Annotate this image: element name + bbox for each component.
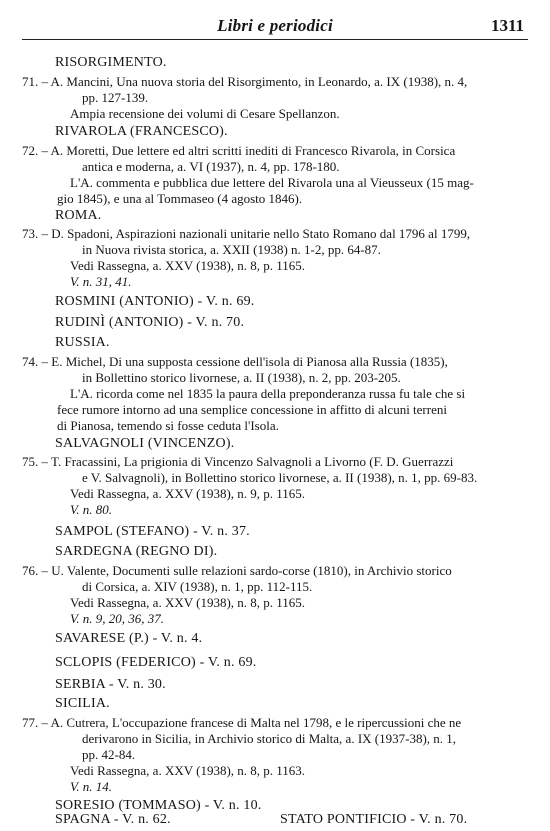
entry-77-line-3: pp. 42-84. <box>82 747 136 762</box>
entry-75-line-2: e V. Salvagnoli), in Bollettino storico livornese, a. II (1938), n. 1, pp. 69-83. <box>82 470 478 485</box>
entry-77-xref: V. n. 14. <box>70 779 113 794</box>
entry-71-note: Ampia recensione dei volumi di Cesare Spellanzon. <box>70 106 340 121</box>
entry-71-line-1: 71. – A. Mancini, Una nuova storia del Risorgimento, in Leonardo, a. IX (1938), n. 4, <box>22 74 468 89</box>
entry-74-note-2: fece rumore intorno ad una semplice concessione in affitto di alcuni terreni <box>57 402 447 417</box>
header-rule <box>22 39 528 40</box>
entry-76-line-1: 76. – U. Valente, Documenti sulle relazioni sardo-corse (1810), in Archivio storico <box>22 563 452 578</box>
entry-72-line-2: antica e moderna, a. VI (1937), n. 4, pp. 178-180. <box>82 159 340 174</box>
entry-76-xref: V. n. 9, 20, 36, 37. <box>70 611 165 626</box>
entry-73-line-2: in Nuova rivista storica, a. XXII (1938) n. 1-2, pp. 64-87. <box>82 242 381 257</box>
xref-savarese: SAVARESE (P.) - V. n. 4. <box>55 631 203 646</box>
entry-73-xref: V. n. 31, 41. <box>70 274 132 289</box>
xref-stato-pontificio: STATO PONTIFICIO - V. n. 70. <box>280 812 468 827</box>
heading-sardegna: SARDEGNA (REGNO DI). <box>55 544 218 559</box>
entry-76-line-2: di Corsica, a. XIV (1938), n. 1, pp. 112-115. <box>82 579 313 594</box>
heading-roma: ROMA. <box>55 208 102 223</box>
heading-salvagnoli: SALVAGNOLI (VINCENZO). <box>55 436 235 451</box>
entry-75-line-1: 75. – T. Fracassini, La prigionia di Vincenzo Salvagnoli a Livorno (F. D. Guerrazzi <box>22 454 454 469</box>
entry-77-line-1: 77. – A. Cutrera, L'occupazione francese di Malta nel 1798, e le ripercussioni che ne <box>22 715 462 730</box>
xref-sclopis: SCLOPIS (FEDERICO) - V. n. 69. <box>55 655 257 670</box>
entry-76-see: Vedi Rassegna, a. XXV (1938), n. 8, p. 1165. <box>70 595 306 610</box>
heading-sicilia: SICILIA. <box>55 696 110 711</box>
running-header <box>22 14 528 36</box>
entry-72-line-1: 72. – A. Moretti, Due lettere ed altri scritti inediti di Francesco Rivarola, in Corsica <box>22 143 456 158</box>
heading-risorgimento: RISORGIMENTO. <box>55 55 167 70</box>
xref-rosmini: ROSMINI (ANTONIO) - V. n. 69. <box>55 294 255 309</box>
entry-71-line-2: pp. 127-139. <box>82 90 149 105</box>
entry-77-line-2: derivarono in Sicilia, in Archivio storico di Malta, a. IX (1937-38), n. 1, <box>82 731 457 746</box>
xref-rudini: RUDINÌ (ANTONIO) - V. n. 70. <box>55 315 245 330</box>
entry-75-xref: V. n. 80. <box>70 502 113 517</box>
page-number: 1311 <box>490 16 524 35</box>
entry-74-note-3: di Pianosa, temendo si fosse ceduta l'Isola. <box>57 418 279 433</box>
entry-73-line-1: 73. – D. Spadoni, Aspirazioni nazionali unitarie nello Stato Romano dal 1796 al 1799, <box>22 226 471 241</box>
xref-spagna: SPAGNA - V. n. 62. <box>55 812 171 827</box>
heading-russia: RUSSIA. <box>55 335 110 350</box>
entry-74-line-2: in Bollettino storico livornese, a. II (1938), n. 2, pp. 203-205. <box>82 370 401 385</box>
entry-75-see: Vedi Rassegna, a. XXV (1938), n. 9, p. 1165. <box>70 486 306 501</box>
xref-serbia: SERBIA - V. n. 30. <box>55 677 166 692</box>
entry-77-see: Vedi Rassegna, a. XXV (1938), n. 8, p. 1163. <box>70 763 306 778</box>
entry-74-note-1: L'A. ricorda come nel 1835 la paura della preponderanza russa fu tale che si <box>70 386 466 401</box>
entry-74-line-1: 74. – E. Michel, Di una supposta cessione dell'isola di Pianosa alla Russia (1835), <box>22 354 448 369</box>
entry-72-note-2: gio 1845), e una al Tommaseo (4 agosto 1846). <box>57 191 303 206</box>
entry-72-note-1: L'A. commenta e pubblica due lettere del Rivarola una al Vieusseux (15 mag- <box>70 175 474 190</box>
xref-soresio: SORESIO (TOMMASO) - V. n. 10. <box>55 798 262 813</box>
heading-rivarola: RIVAROLA (FRANCESCO). <box>55 124 228 139</box>
running-title: Libri e periodici <box>217 16 333 35</box>
entry-73-see: Vedi Rassegna, a. XXV (1938), n. 8, p. 1165. <box>70 258 306 273</box>
xref-sampol: SAMPOL (STEFANO) - V. n. 37. <box>55 524 250 539</box>
